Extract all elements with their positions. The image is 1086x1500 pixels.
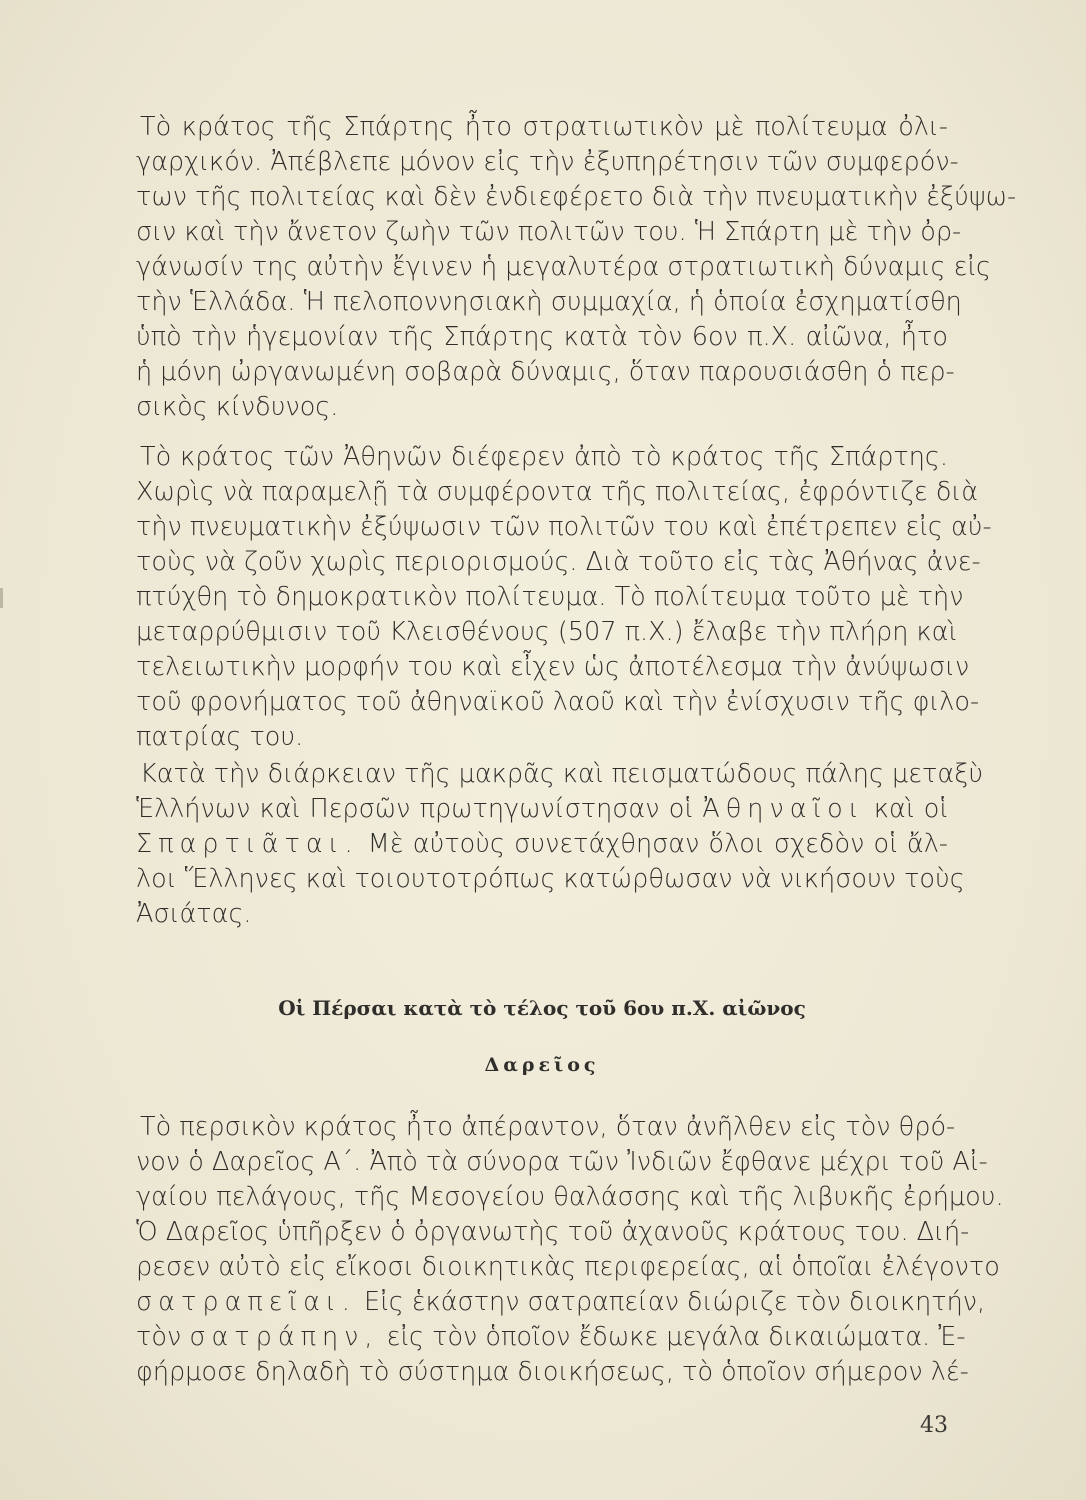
text-fragment: τὸν — [136, 1322, 190, 1352]
text-fragment: Μὲ αὐτοὺς συνετάχθησαν ὅλοι σχεδὸν οἱ ἄλ- — [358, 829, 948, 859]
text-fragment: Εἰς ἑκάστην σατραπείαν διώριζε τὸν διοικητήν, — [355, 1287, 986, 1317]
text-line — [136, 827, 948, 862]
section-subheading: Δαρεῖος — [484, 1054, 600, 1076]
text-line — [136, 1285, 986, 1320]
text-line: Χωρὶς νὰ παραμελῇ τὰ συμφέροντα τῆς πολιτείας, ἐφρόντιζε διὰ — [136, 477, 979, 507]
text-line: Τὸ περσικὸν κράτος ἦτο ἀπέραντον, ὅταν ἀνῆλθεν εἰς τὸν θρό- — [140, 1112, 956, 1142]
emphasized-satrap: σατράπην, — [189, 1322, 379, 1352]
text-line: νον ὁ Δαρεῖος Α΄. Ἀπὸ τὰ σύνορα τῶν Ἰνδιῶν ἔφθανε μέχρι τοῦ Αἰ- — [136, 1147, 988, 1177]
text-line: γαρχικόν. Ἀπέβλεπε μόνον εἰς τὴν ἐξυπηρέτησιν τῶν συμφερόν- — [136, 147, 959, 177]
text-line: φήρμοσε δηλαδὴ τὸ σύστημα διοικήσεως, τὸ ὁποῖον σήμερον λέ- — [136, 1357, 969, 1387]
page-edge-mark — [0, 588, 3, 608]
text-line: Ἀσιάτας. — [136, 899, 252, 929]
text-line: τοῦ φρονήματος τοῦ ἀθηναϊκοῦ λαοῦ καὶ τὴν ἐνίσχυσιν τῆς φιλο- — [136, 687, 980, 717]
emphasized-athenians: Ἀθηναῖοι — [702, 794, 865, 824]
page-number: 43 — [920, 1413, 948, 1438]
emphasized-satrapies: σατραπεῖαι. — [136, 1287, 356, 1317]
text-fragment: Ἑλλήνων καὶ Περσῶν πρωτηγωνίστησαν οἱ — [136, 794, 703, 824]
paragraph-persian-wars — [136, 757, 984, 932]
text-line: Κατὰ τὴν διάρκειαν τῆς μακρᾶς καὶ πεισματώδους πάλης μεταξὺ — [140, 759, 984, 789]
text-line: λοι Ἕλληνες καὶ τοιουτοτρόπως κατώρθωσαν νὰ νικήσουν τοὺς — [136, 864, 965, 894]
text-line: τὴν πνευματικὴν ἐξύψωσιν τῶν πολιτῶν του καὶ ἐπέτρεπεν εἰς αὐ- — [136, 512, 992, 542]
text-fragment: καὶ οἱ — [864, 794, 948, 824]
text-line: ἡ μόνη ὠργανωμένη σοβαρὰ δύναμις, ὅταν παρουσιάσθη ὁ περ- — [136, 357, 955, 387]
text-line: σικὸς κίνδυνος. — [136, 392, 339, 422]
emphasized-spartans: Σπαρτιᾶται. — [136, 829, 359, 859]
text-fragment: εἰς τὸν ὁποῖον ἔδωκε μεγάλα δικαιώματα. Ἐ- — [378, 1322, 966, 1352]
text-line: γάνωσίν της αὐτὴν ἔγινεν ἡ μεγαλυτέρα στρατιωτικὴ δύναμις εἰς — [136, 252, 991, 282]
text-line — [136, 1320, 966, 1355]
text-line: πτύχθη τὸ δημοκρατικὸν πολίτευμα. Τὸ πολίτευμα τοῦτο μὲ τὴν — [136, 582, 964, 612]
text-line: Τὸ κράτος τῶν Ἀθηνῶν διέφερεν ἀπὸ τὸ κράτος τῆς Σπάρτης. — [140, 442, 948, 472]
text-line: τὴν Ἑλλάδα. Ἡ πελοποννησιακὴ συμμαχία, ἡ ὁποία ἐσχηματίσθη — [136, 287, 962, 317]
text-line: Ὁ Δαρεῖος ὑπῆρξεν ὁ ὀργανωτὴς τοῦ ἀχανοῦς κράτους του. Διή- — [136, 1217, 970, 1247]
text-line: των τῆς πολιτείας καὶ δὲν ἐνδιεφέρετο διὰ τὴν πνευματικὴν ἐξύψω- — [136, 182, 1017, 212]
paragraph-persian-empire — [136, 1110, 1004, 1390]
text-line: ρεσεν αὐτὸ εἰς εἴκοσι διοικητικὰς περιφερείας, αἱ ὁποῖαι ἐλέγοντο — [136, 1252, 1000, 1282]
paragraph-athens — [136, 440, 992, 755]
text-line: τοὺς νὰ ζοῦν χωρὶς περιορισμούς. Διὰ τοῦτο εἰς τὰς Ἀθήνας ἀνε- — [136, 547, 981, 577]
text-line: μεταρρύθμισιν τοῦ Κλεισθένους (507 π.Χ.) ἔλαβε τὴν πλήρη καὶ — [136, 617, 958, 647]
section-heading: Οἱ Πέρσαι κατὰ τὸ τέλος τοῦ 6ου π.Χ. αἰῶνος — [278, 996, 806, 1020]
text-line: γαίου πελάγους, τῆς Μεσογείου θαλάσσης καὶ τῆς λιβυκῆς ἐρήμου. — [136, 1182, 1004, 1212]
text-line: ὑπὸ τὴν ἡγεμονίαν τῆς Σπάρτης κατὰ τὸν 6ον π.Χ. αἰῶνα, ἦτο — [136, 322, 948, 352]
paragraph-sparta — [136, 110, 1017, 425]
text-line — [136, 792, 948, 827]
text-line: πατρίας του. — [136, 722, 304, 752]
text-line: τελειωτικὴν μορφήν του καὶ εἶχεν ὡς ἀποτέλεσμα τὴν ἀνύψωσιν — [136, 652, 970, 682]
text-line: σιν καὶ τὴν ἄνετον ζωὴν τῶν πολιτῶν του. Ἡ Σπάρτη μὲ τὴν ὀρ- — [136, 217, 962, 247]
text-line: Τὸ κράτος τῆς Σπάρτης ἦτο στρατιωτικὸν μὲ πολίτευμα ὀλι- — [140, 112, 948, 142]
